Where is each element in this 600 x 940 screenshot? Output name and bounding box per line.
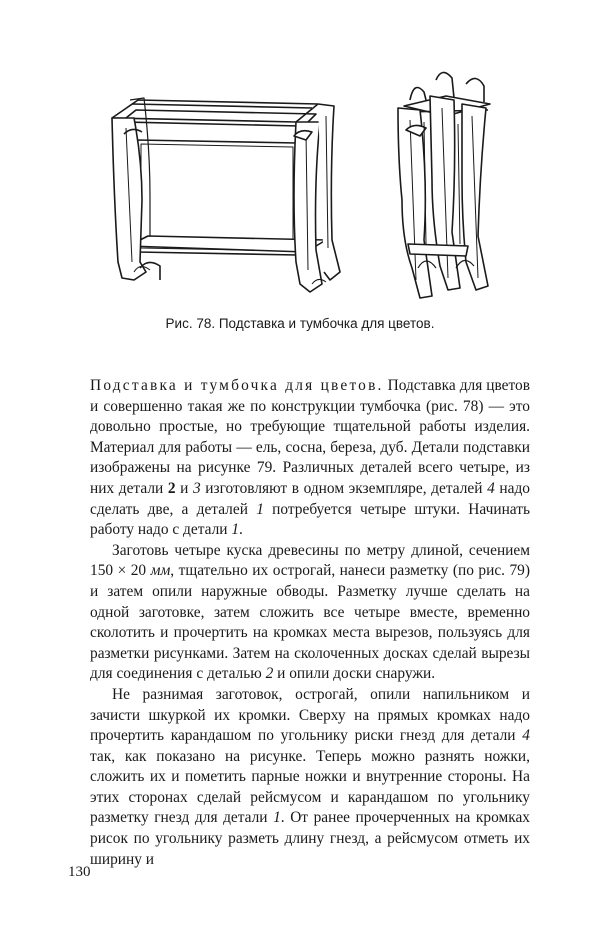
text-run: мм — [150, 562, 171, 580]
body-text — [90, 376, 530, 870]
text-run: надо сделать две, а деталей — [90, 479, 530, 518]
text-run: и опили доски снаружи. — [273, 665, 436, 683]
flower-stand-drawing — [112, 98, 340, 292]
section-heading: Подставка и тумбочка для цветов. — [90, 377, 384, 394]
text-run: изготовляют в одном экземпляре, деталей — [200, 479, 488, 497]
figure-78 — [0, 0, 600, 330]
text-run: . От ранее прочерченных на кромках рисок по угольнику разметь длину гнезд, а рейсмусом отметь их ширину и — [90, 809, 530, 868]
text-run: и — [175, 479, 193, 497]
text-run: . — [239, 521, 243, 539]
text-run: 4 — [487, 479, 495, 497]
text-run: Подставка для цветов и совершенно такая же по конструкции тумбочка (рис. 78) — это довольно простые, но требующие тщательной работы изделия. Материал для работы — ель, сосна, береза, дуб. Детали подставки изображены на рисунке 79. Различных деталей всего четыре, из них детали — [90, 377, 530, 497]
text-run: 1 — [256, 500, 264, 518]
text-run: , тщательно их острогай, нанеси разметку (по рис. 79) и затем опили наружные обводы. Разметку лучше сделать на одной заготовке, затем сложить все четыре вместе, временно сколотить и прочертить на кромках места вырезов, пользуясь для разметки рисунками. Затем на сколоченных досках сделай вырезы для соединения с деталью — [90, 562, 531, 683]
flower-cabinet-drawing — [398, 72, 490, 298]
text-run: 3 — [193, 479, 201, 497]
flower-stand-and-cabinet-illustration — [0, 0, 600, 330]
text-run: 2 — [167, 479, 176, 497]
text-run: потребуется четыре штуки. Начинать работу надо с детали — [90, 500, 530, 539]
text-run: так, как показано на рисунке. Теперь можно разнять ножки, сложить их и пометить парные ножки и внутренние стороны. На этих сторонах сделай рейсмусом и карандашом по угольнику разметку гнезд для детали — [90, 747, 530, 827]
text-run: 2 — [265, 665, 274, 683]
text-run: 1 — [231, 521, 240, 539]
text-run: 4 — [522, 727, 530, 745]
page-number: 130 — [68, 864, 91, 880]
text-run: Не разнимая заготовок, острогай, опили напильником и зачисти шкуркой их кромки. Сверху на прямых кромках надо прочертить карандашом по угольнику риски гнезд для детали — [90, 685, 530, 745]
paragraph — [90, 685, 530, 870]
figure-caption: Рис. 78. Подставка и тумбочка для цветов. — [165, 316, 435, 331]
text-run: Заготовь четыре куска древесины по метру длиной, сечением 150 × 20 — [90, 541, 530, 580]
text-run: 1 — [273, 809, 281, 827]
paragraph — [90, 376, 530, 541]
paragraph — [90, 541, 530, 685]
